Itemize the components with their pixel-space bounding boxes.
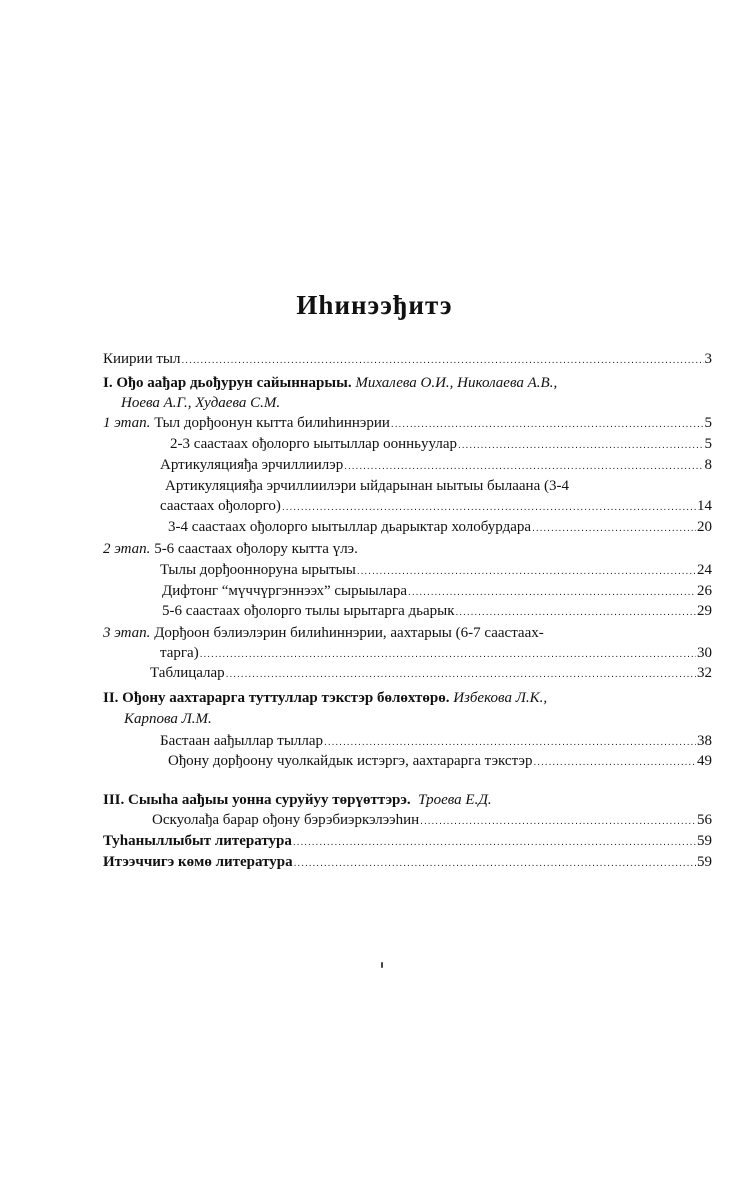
toc-entry-school-check[interactable] bbox=[152, 810, 712, 832]
toc-entry-label: Киирии тыл bbox=[103, 351, 181, 367]
page-number: 24 bbox=[697, 562, 712, 578]
scan-speck bbox=[381, 962, 383, 968]
page-number: 5 bbox=[704, 415, 712, 431]
toc-entry-label: Артикуляцияђа эрчиллиилэр bbox=[160, 457, 344, 473]
page-number: 30 bbox=[697, 645, 712, 661]
page-number: 20 bbox=[697, 519, 712, 535]
section-authors-continued: Карпова Л.М. bbox=[124, 711, 212, 727]
toc-entry-articulation[interactable] bbox=[160, 455, 712, 477]
page-number: 38 bbox=[697, 733, 712, 749]
toc-entry-label: Ођону дорђоону чуолкайдык истэргэ, аахтарарга тэкстэр bbox=[168, 753, 533, 769]
toc-entry-articulation-plan-continued[interactable] bbox=[160, 496, 712, 518]
stage-title: Тыл дорђоонун кытта билиhиннэрии bbox=[154, 415, 390, 431]
toc-entry-label: Итээччигэ көмө литература bbox=[103, 854, 293, 870]
page-number: 3 bbox=[704, 351, 712, 367]
toc-entry-word-analysis[interactable] bbox=[160, 560, 712, 582]
page-title: Иhинээђитэ bbox=[296, 290, 453, 320]
page-number: 14 bbox=[697, 498, 712, 514]
dot-leader bbox=[200, 645, 696, 665]
toc-entry-reading-texts[interactable] bbox=[168, 751, 712, 773]
toc-entry-label: Оскуолађа барар ођону бэрэбиэркэлээhин bbox=[152, 812, 420, 828]
stage-title: 5-6 саастаах ођолору кытта үлэ. bbox=[154, 541, 358, 557]
stage-title: Дорђоон бэлиэлэрин билиhиннэрии, аахтарыы (6-7 саастаах- bbox=[154, 625, 544, 641]
section-authors: Троева Е.Д. bbox=[418, 792, 492, 808]
toc-entry-first-words[interactable] bbox=[160, 731, 712, 753]
toc-entry-label: Тылы дорђоонноруна ырытыы bbox=[160, 562, 356, 578]
toc-entry-label: Дифтонг “мүччүргэннээх” сырыылара bbox=[162, 583, 408, 599]
page-number: 59 bbox=[697, 833, 712, 849]
stage-prefix: 2 этап. bbox=[103, 541, 151, 557]
toc-entry-diphthong[interactable] bbox=[162, 581, 712, 603]
toc-entry-stage-2[interactable] bbox=[103, 539, 358, 559]
section-heading: III. Сыыhа аађыы уонна суруйуу төрүөттэрэ. bbox=[103, 792, 411, 808]
toc-entry-reader-literature[interactable] bbox=[103, 852, 712, 874]
toc-entry-tables[interactable] bbox=[150, 663, 712, 685]
toc-section-2[interactable] bbox=[103, 688, 547, 708]
toc-entry-label: 3-4 саастаах ођолорго ыытыллар дьарыктар холобурдара bbox=[168, 519, 532, 535]
dot-leader bbox=[181, 351, 703, 371]
toc-section-1[interactable] bbox=[103, 373, 557, 393]
page-number: 49 bbox=[697, 753, 712, 769]
toc-entry-label: саастаах ођолорго) bbox=[160, 498, 281, 514]
dot-leader bbox=[294, 854, 696, 874]
section-heading: I. Ођо аађар дьођурун сайыннарыы. bbox=[103, 375, 352, 391]
dot-leader bbox=[293, 833, 696, 853]
page-number: 56 bbox=[697, 812, 712, 828]
toc-entry-3-4-lessons[interactable] bbox=[168, 517, 712, 539]
toc-entry-label bbox=[103, 413, 390, 433]
dot-leader bbox=[533, 753, 696, 773]
page-number: 26 bbox=[697, 583, 712, 599]
dot-leader bbox=[391, 415, 704, 435]
toc-entry-stage-3[interactable] bbox=[103, 623, 544, 643]
dot-leader bbox=[455, 603, 696, 623]
dot-leader bbox=[226, 665, 696, 685]
dot-leader bbox=[324, 733, 696, 753]
section-heading: II. Ођону аахтарарга туттуллар тэкстэр бөлөхтөрө. bbox=[103, 690, 450, 706]
toc-entry-label: 5-6 саастаах ођолорго тылы ырытарга дьарык bbox=[162, 603, 455, 619]
section-authors: Михалева О.И., Николаева А.В., bbox=[355, 375, 558, 391]
toc-entry-used-literature[interactable] bbox=[103, 831, 712, 853]
dot-leader bbox=[357, 562, 696, 582]
dot-leader bbox=[458, 436, 704, 456]
dot-leader bbox=[344, 457, 703, 477]
page-number: 8 bbox=[704, 457, 712, 473]
toc-entry-label: тарга) bbox=[160, 645, 199, 661]
toc-entry-2-3-games[interactable] bbox=[170, 434, 712, 456]
dot-leader bbox=[532, 519, 696, 539]
stage-prefix: 1 этап. bbox=[103, 415, 151, 431]
toc-entry-articulation-plan[interactable]: Артикуляцияђа эрчиллиилэри ыйдарынан ыытыы былаана (3-4 bbox=[165, 478, 569, 494]
page-number: 29 bbox=[697, 603, 712, 619]
toc-entry-label: 2-3 саастаах ођолорго ыытыллар оонньуулар bbox=[170, 436, 457, 452]
toc-entry-label: Туhаныллыбыт литература bbox=[103, 833, 292, 849]
toc-entry-5-6-lesson[interactable] bbox=[162, 601, 712, 623]
dot-leader bbox=[408, 583, 696, 603]
dot-leader bbox=[282, 498, 696, 518]
page-number: 59 bbox=[697, 854, 712, 870]
page-number: 32 bbox=[697, 665, 712, 681]
dot-leader bbox=[420, 812, 696, 832]
stage-prefix: 3 этап. bbox=[103, 625, 151, 641]
section-authors: Избекова Л.К., bbox=[453, 690, 548, 706]
toc-entry-stage-1[interactable] bbox=[103, 413, 712, 435]
toc-entry-stage-3-continued[interactable] bbox=[103, 643, 712, 665]
toc-entry-label: Бастаан аађыллар тыллар bbox=[160, 733, 324, 749]
section-authors-continued: Ноева А.Г., Худаева С.М. bbox=[121, 395, 281, 411]
toc-entry-label: Таблицалар bbox=[150, 665, 225, 681]
page-number: 5 bbox=[704, 436, 712, 452]
toc-entry-introduction[interactable] bbox=[103, 349, 712, 371]
toc-section-3[interactable] bbox=[103, 790, 492, 810]
